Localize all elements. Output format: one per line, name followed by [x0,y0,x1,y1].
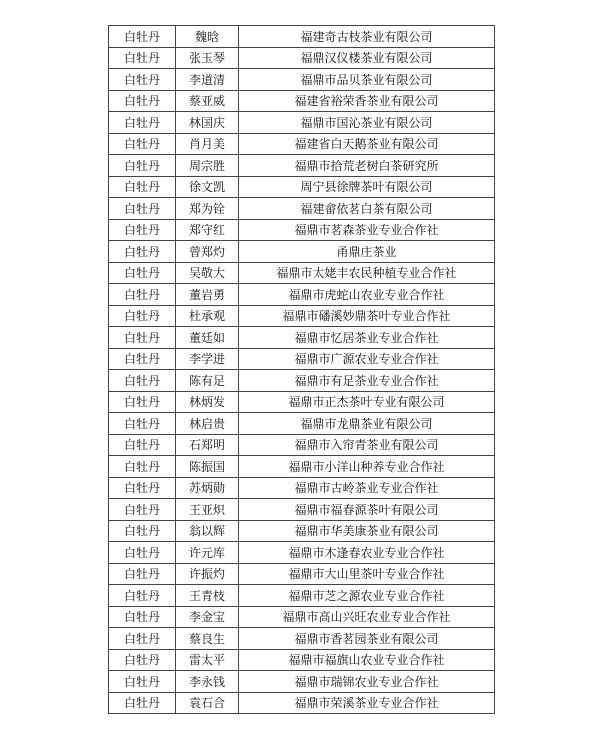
table-row [109,155,495,177]
company-name-cell: 福鼎市小洋山种养专业合作社 [239,456,495,478]
company-name-cell: 福鼎市国沁茶业有限公司 [239,112,495,134]
person-name-cell: 周宗胜 [176,155,239,177]
tea-type-cell: 白牡丹 [109,456,176,478]
tea-type-cell: 白牡丹 [109,176,176,198]
company-name-cell: 福鼎汉仪楼茶业有限公司 [239,47,495,69]
tea-type-cell: 白牡丹 [109,606,176,628]
tea-type-cell: 白牡丹 [109,563,176,585]
company-name-cell: 福鼎市华美康茶业有限公司 [239,520,495,542]
person-name-cell: 肖月美 [176,133,239,155]
person-name-cell: 翁以辉 [176,520,239,542]
tea-type-cell: 白牡丹 [109,133,176,155]
person-name-cell: 郑为铨 [176,198,239,220]
tea-type-cell: 白牡丹 [109,585,176,607]
tea-type-cell: 白牡丹 [109,499,176,521]
tea-type-cell: 白牡丹 [109,370,176,392]
person-name-cell: 魏晗 [176,26,239,48]
table-row [109,692,495,714]
table-row [109,606,495,628]
company-name-cell: 福鼎市高山兴旺农业专业合作社 [239,606,495,628]
person-name-cell: 郑守红 [176,219,239,241]
person-name-cell: 李金宝 [176,606,239,628]
company-name-cell: 福建畲依茗白茶有限公司 [239,198,495,220]
person-name-cell: 董岩勇 [176,284,239,306]
tea-type-cell: 白牡丹 [109,413,176,435]
table-row [109,69,495,91]
tea-type-cell: 白牡丹 [109,348,176,370]
person-name-cell: 袁石合 [176,692,239,714]
tea-type-cell: 白牡丹 [109,649,176,671]
table-row [109,434,495,456]
tea-type-cell: 白牡丹 [109,434,176,456]
person-name-cell: 曾郑灼 [176,241,239,263]
tea-type-cell: 白牡丹 [109,198,176,220]
person-name-cell: 石郑明 [176,434,239,456]
table-row [109,477,495,499]
table-row [109,520,495,542]
company-name-cell: 福鼎市茗森茶业专业合作社 [239,219,495,241]
person-name-cell: 杜承观 [176,305,239,327]
person-name-cell: 李学进 [176,348,239,370]
tea-type-cell: 白牡丹 [109,692,176,714]
table-row [109,112,495,134]
tea-type-cell: 白牡丹 [109,671,176,693]
tea-type-cell: 白牡丹 [109,90,176,112]
person-name-cell: 陈振国 [176,456,239,478]
person-name-cell: 苏炳勋 [176,477,239,499]
company-name-cell: 福建省白天鹅茶业有限公司 [239,133,495,155]
company-name-cell: 福鼎市福旗山农业专业合作社 [239,649,495,671]
table-row [109,241,495,263]
company-name-cell: 福鼎市正杰茶叶专业有限公司 [239,391,495,413]
table-row [109,649,495,671]
tea-type-cell: 白牡丹 [109,26,176,48]
table-row [109,198,495,220]
table-row [109,499,495,521]
person-name-cell: 徐文凯 [176,176,239,198]
person-name-cell: 王青枝 [176,585,239,607]
table-row [109,47,495,69]
company-name-cell: 福鼎市磻溪妙鼎茶叶专业合作社 [239,305,495,327]
table-row [109,542,495,564]
table-row [109,370,495,392]
table-row [109,585,495,607]
table-row [109,262,495,284]
table-row [109,628,495,650]
company-name-cell: 福建奇古枝茶业有限公司 [239,26,495,48]
table-row [109,671,495,693]
tea-type-cell: 白牡丹 [109,391,176,413]
tea-type-cell: 白牡丹 [109,241,176,263]
person-name-cell: 蔡亚威 [176,90,239,112]
tea-type-cell: 白牡丹 [109,155,176,177]
company-name-cell: 福鼎市香茗园茶业有限公司 [239,628,495,650]
table-row [109,26,495,48]
tea-type-cell: 白牡丹 [109,628,176,650]
tea-type-cell: 白牡丹 [109,305,176,327]
table-row [109,305,495,327]
company-name-cell: 福鼎市入帘青茶业有限公司 [239,434,495,456]
company-name-cell: 福鼎市木逢春农业专业合作社 [239,542,495,564]
table-row [109,563,495,585]
person-name-cell: 王亚炽 [176,499,239,521]
table-row [109,348,495,370]
person-name-cell: 林国庆 [176,112,239,134]
company-name-cell: 福鼎市虎蛇山农业专业合作社 [239,284,495,306]
tea-type-cell: 白牡丹 [109,520,176,542]
person-name-cell: 李道清 [176,69,239,91]
tea-type-cell: 白牡丹 [109,542,176,564]
company-name-cell: 福鼎市福春源茶叶有限公司 [239,499,495,521]
person-name-cell: 吴敬大 [176,262,239,284]
tea-type-cell: 白牡丹 [109,262,176,284]
table-row [109,413,495,435]
company-name-cell: 福鼎市太姥丰农民种植专业合作社 [239,262,495,284]
results-table [108,25,495,714]
person-name-cell: 董廷如 [176,327,239,349]
table-row [109,391,495,413]
company-name-cell: 福鼎市忆居茶业专业合作社 [239,327,495,349]
tea-type-cell: 白牡丹 [109,284,176,306]
person-name-cell: 林炳发 [176,391,239,413]
person-name-cell: 蔡良生 [176,628,239,650]
company-name-cell: 福鼎市拾荒老树白茶研究所 [239,155,495,177]
tea-type-cell: 白牡丹 [109,69,176,91]
tea-type-cell: 白牡丹 [109,219,176,241]
company-name-cell: 周宁县徐牌茶叶有限公司 [239,176,495,198]
person-name-cell: 雷太平 [176,649,239,671]
person-name-cell: 许元库 [176,542,239,564]
table-row [109,456,495,478]
tea-type-cell: 白牡丹 [109,477,176,499]
company-name-cell: 福鼎市广源农业专业合作社 [239,348,495,370]
company-name-cell: 甬鼎庄茶业 [239,241,495,263]
person-name-cell: 许振灼 [176,563,239,585]
company-name-cell: 福鼎市大山里茶叶专业合作社 [239,563,495,585]
table-row [109,133,495,155]
table-row [109,284,495,306]
company-name-cell: 福鼎市龙鼎茶业有限公司 [239,413,495,435]
tea-type-cell: 白牡丹 [109,112,176,134]
company-name-cell: 福鼎市芝之源农业专业合作社 [239,585,495,607]
tea-type-cell: 白牡丹 [109,47,176,69]
person-name-cell: 林启贵 [176,413,239,435]
person-name-cell: 陈有足 [176,370,239,392]
table-row [109,219,495,241]
tea-type-cell: 白牡丹 [109,327,176,349]
company-name-cell: 福鼎市古岭茶业专业合作社 [239,477,495,499]
company-name-cell: 福鼎市瑞锦农业专业合作社 [239,671,495,693]
company-name-cell: 福鼎市有足茶业专业合作社 [239,370,495,392]
person-name-cell: 张玉琴 [176,47,239,69]
company-name-cell: 福建省裕荣香茶业有限公司 [239,90,495,112]
company-name-cell: 福鼎市荣溪茶业专业合作社 [239,692,495,714]
table-row [109,327,495,349]
table-row [109,90,495,112]
company-name-cell: 福鼎市品贝茶业有限公司 [239,69,495,91]
table-row [109,176,495,198]
person-name-cell: 李永钱 [176,671,239,693]
results-table-body [109,26,495,714]
